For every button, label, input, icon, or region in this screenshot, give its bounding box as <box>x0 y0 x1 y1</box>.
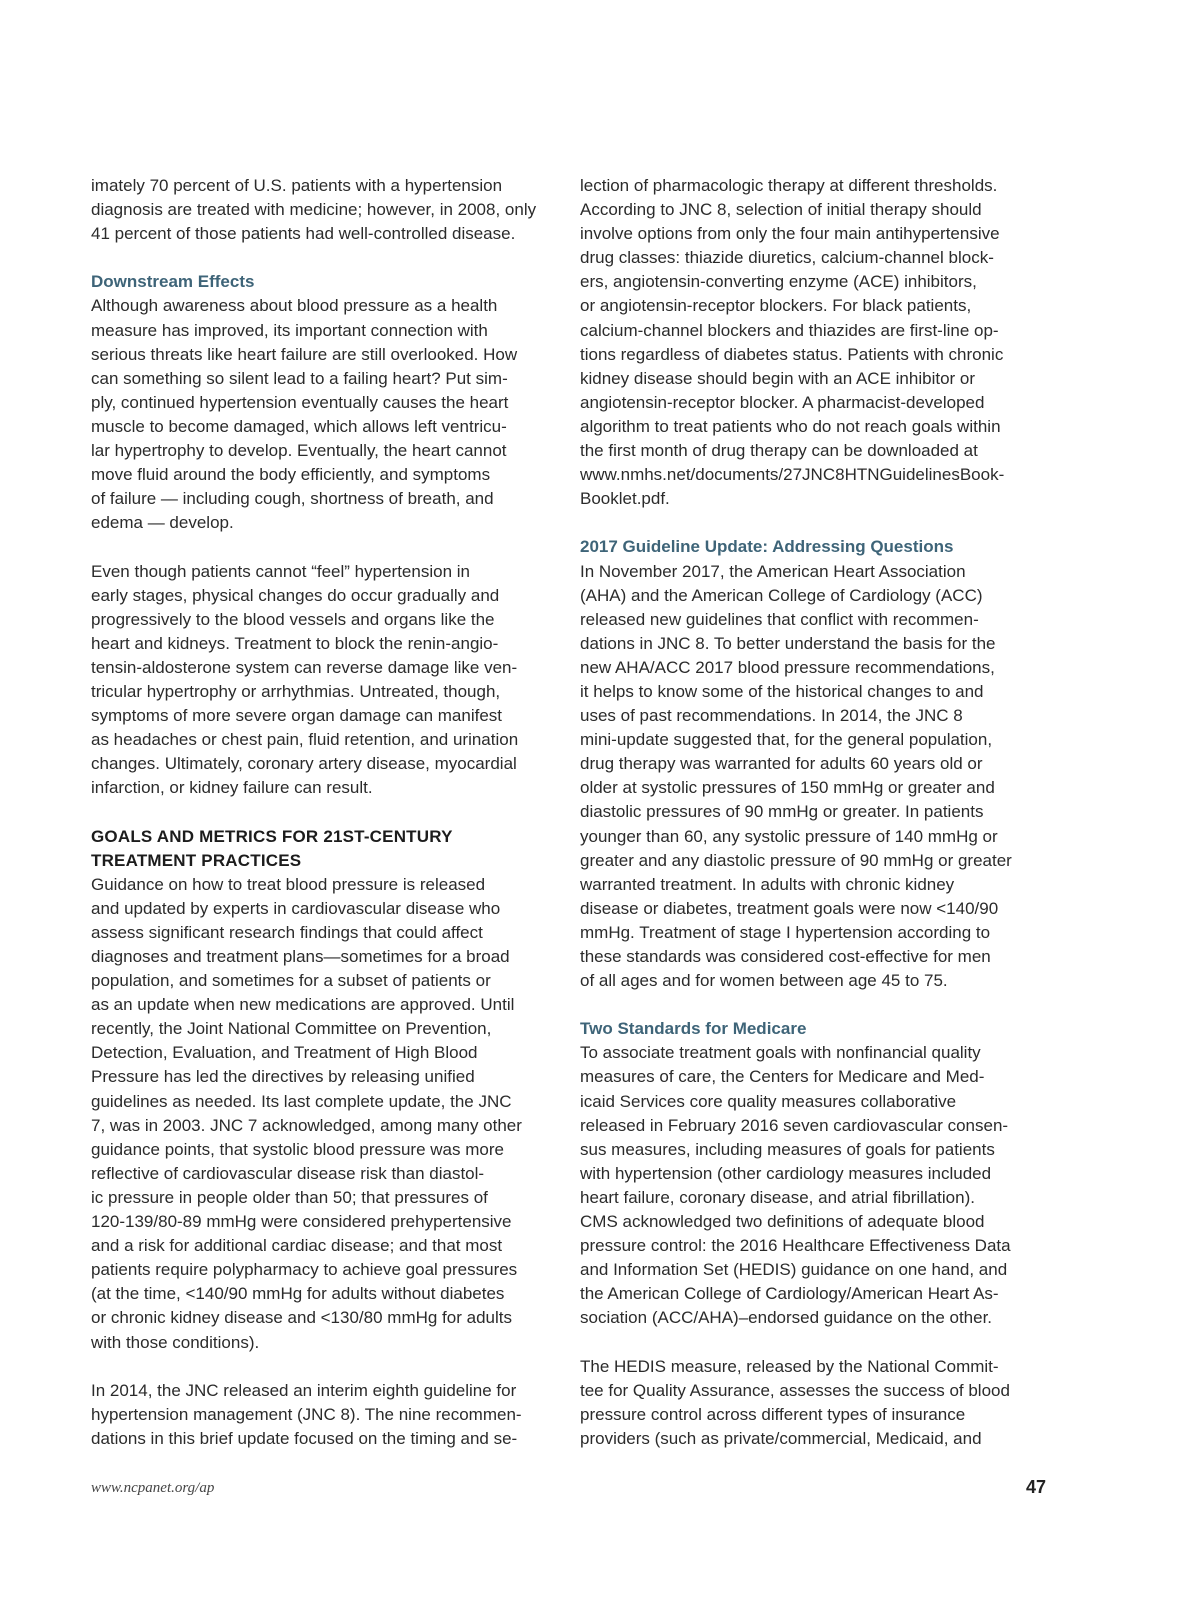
text-line: heart failure, coronary disease, and atrial fibrillation). <box>580 1187 975 1207</box>
text-line: lection of pharmacologic therapy at different thresholds. <box>580 176 998 195</box>
paragraph-feel <box>91 560 573 801</box>
heading-goals-and-metrics <box>91 825 573 873</box>
text-line: calcium-channel blockers and thiazides are first-line op- <box>580 320 999 340</box>
text-line: dations in JNC 8. To better understand the basis for the <box>580 633 996 653</box>
text-line: with hypertension (other cardiology measures included <box>580 1163 992 1183</box>
text-line: ic pressure in people older than 50; that pressures of <box>91 1187 488 1207</box>
text-line: of all ages and for women between age 45 to 75. <box>580 971 948 991</box>
text-line: infarction, or kidney failure can result. <box>91 778 373 798</box>
text-line: greater and any diastolic pressure of 90 mmHg or greater <box>580 850 1012 870</box>
text-line: new AHA/ACC 2017 blood pressure recommendations, <box>580 657 995 677</box>
right-column <box>580 174 1062 1451</box>
text-line: these standards was considered cost-effective for men <box>580 947 991 966</box>
text-line: tensin-aldosterone system can reverse damage like ven- <box>91 657 518 677</box>
text-line: the first month of drug therapy can be downloaded at <box>580 441 978 461</box>
text-line: released in February 2016 seven cardiovascular consen- <box>580 1115 1009 1135</box>
heading-2017-guideline-update: 2017 Guideline Update: Addressing Questions <box>580 537 954 557</box>
text-line: TREATMENT PRACTICES <box>91 850 302 870</box>
text-line: diagnosis are treated with medicine; however, in 2008, only <box>91 200 537 220</box>
text-line: ply, continued hypertension eventually causes the heart <box>91 392 509 412</box>
text-line: reflective of cardiovascular disease risk than diastol- <box>91 1163 485 1183</box>
text-line: warranted treatment. In adults with chronic kidney <box>580 874 955 894</box>
paragraph-selection <box>580 174 1062 511</box>
text-line: To associate treatment goals with nonfinancial quality <box>580 1043 981 1063</box>
text-line: sus measures, including measures of goals for patients <box>580 1139 995 1159</box>
text-line: as an update when new medications are approved. Until <box>91 995 515 1015</box>
text-line: kidney disease should begin with an ACE inhibitor or <box>580 368 976 388</box>
paragraph-update <box>580 560 1062 994</box>
page-number: 47 <box>1025 1477 1046 1497</box>
text-line: it helps to know some of the historical changes to and <box>580 681 984 701</box>
text-line: providers (such as private/commercial, Medicaid, and <box>580 1428 982 1448</box>
text-line: Guidance on how to treat blood pressure is released <box>91 874 486 894</box>
text-line: and a risk for additional cardiac disease; and that most <box>91 1236 503 1256</box>
text-line: algorithm to treat patients who do not reach goals within <box>580 416 1001 436</box>
paragraph-intro <box>91 174 573 246</box>
text-line: (AHA) and the American College of Cardiology (ACC) <box>580 585 983 605</box>
text-line: angiotensin-receptor blocker. A pharmacist-developed <box>580 392 985 412</box>
text-line: population, and sometimes for a subset of patients or <box>91 971 491 991</box>
text-line: can something so silent lead to a failing heart? Put sim- <box>91 368 508 388</box>
text-line: edema — develop. <box>91 513 234 533</box>
text-line: (at the time, <140/90 mmHg for adults without diabetes <box>91 1284 505 1304</box>
text-line: CMS acknowledged two definitions of adequate blood <box>580 1212 985 1232</box>
text-line: of failure — including cough, shortness of breath, and <box>91 489 494 509</box>
text-line: dations in this brief update focused on the timing and se- <box>91 1428 518 1448</box>
text-line: the American College of Cardiology/American Heart As- <box>580 1284 999 1304</box>
heading-two-standards-medicare: Two Standards for Medicare <box>580 1019 807 1039</box>
text-line: as headaches or chest pain, fluid retention, and urination <box>91 730 519 750</box>
text-line: 41 percent of those patients had well-controlled disease. <box>91 224 516 244</box>
text-line: disease or diabetes, treatment goals were now <140/90 <box>580 898 999 918</box>
text-line: lar hypertrophy to develop. Eventually, the heart cannot <box>91 441 507 461</box>
paragraph-hedis <box>580 1355 1062 1451</box>
text-line: serious threats like heart failure are still overlooked. How <box>91 344 518 364</box>
text-line: diastolic pressures of 90 mmHg or greater. In patients <box>580 802 984 822</box>
text-line: 120-139/80-89 mmHg were considered prehypertensive <box>91 1212 512 1232</box>
text-line: mmHg. Treatment of stage I hypertension according to <box>580 922 991 942</box>
text-line: In 2014, the JNC released an interim eighth guideline for <box>91 1380 517 1400</box>
text-line: www.nmhs.net/documents/27JNC8HTNGuidelinesBook- <box>580 465 1005 485</box>
paragraph-medicare <box>580 1041 1062 1330</box>
text-line: Even though patients cannot “feel” hypertension in <box>91 561 470 581</box>
text-line: sociation (ACC/AHA)–endorsed guidance on the other. <box>580 1308 993 1328</box>
text-line: hypertension management (JNC 8). The nine recommen- <box>91 1404 522 1424</box>
text-line: released new guidelines that conflict with recommen- <box>580 609 979 629</box>
text-line: recently, the Joint National Committee on Prevention, <box>91 1019 492 1039</box>
heading-downstream-effects: Downstream Effects <box>91 272 255 292</box>
text-line: measures of care, the Centers for Medicare and Med- <box>580 1067 985 1087</box>
text-line: Although awareness about blood pressure as a health <box>91 296 498 316</box>
text-line: In November 2017, the American Heart Association <box>580 561 966 581</box>
text-line: and updated by experts in cardiovascular disease who <box>91 898 501 918</box>
text-line: pressure control across different types of insurance <box>580 1404 966 1424</box>
text-line: The HEDIS measure, released by the National Commit- <box>580 1356 999 1376</box>
text-line: or chronic kidney disease and <130/80 mmHg for adults <box>91 1308 512 1328</box>
text-line: measure has improved, its important connection with <box>91 320 488 340</box>
text-line: younger than 60, any systolic pressure of 140 mmHg or <box>580 826 998 846</box>
text-line: muscle to become damaged, which allows left ventricu- <box>91 416 507 436</box>
text-line: According to JNC 8, selection of initial therapy should <box>580 200 982 220</box>
text-line: and Information Set (HEDIS) guidance on one hand, and <box>580 1260 1008 1280</box>
text-line: mini-update suggested that, for the general population, <box>580 730 993 750</box>
text-line: symptoms of more severe organ damage can manifest <box>91 706 503 726</box>
text-line: Pressure has led the directives by releasing unified <box>91 1067 475 1087</box>
text-line: uses of past recommendations. In 2014, the JNC 8 <box>580 706 963 726</box>
text-line: tricular hypertrophy or arrhythmias. Untreated, though, <box>91 681 501 701</box>
text-line: guidance points, that systolic blood pressure was more <box>91 1139 504 1159</box>
text-line: older at systolic pressures of 150 mmHg or greater and <box>580 778 995 798</box>
text-line: move fluid around the body efficiently, and symptoms <box>91 465 491 485</box>
text-line: involve options from only the four main antihypertensive <box>580 224 1000 244</box>
text-line: drug classes: thiazide diuretics, calcium-channel block- <box>580 248 994 268</box>
text-line: drug therapy was warranted for adults 60 years old or <box>580 754 983 774</box>
text-line: icaid Services core quality measures collaborative <box>580 1091 957 1111</box>
text-line: Booklet.pdf. <box>580 489 670 509</box>
paragraph-goals <box>91 873 573 1355</box>
text-line: pressure control: the 2016 Healthcare Effectiveness Data <box>580 1236 1011 1256</box>
paragraph-jnc8 <box>91 1379 573 1451</box>
text-line: 7, was in 2003. JNC 7 acknowledged, among many other <box>91 1115 522 1135</box>
text-line: GOALS AND METRICS FOR 21ST-CENTURY <box>91 826 453 846</box>
left-column <box>91 174 573 1451</box>
footer-url: www.ncpanet.org/ap <box>91 1480 215 1496</box>
text-line: tee for Quality Assurance, assesses the success of blood <box>580 1380 1010 1400</box>
text-line: diagnoses and treatment plans—sometimes for a broad <box>91 947 510 966</box>
paragraph-downstream <box>91 294 573 535</box>
text-line: guidelines as needed. Its last complete update, the JNC <box>91 1091 512 1111</box>
text-line: progressively to the blood vessels and organs like the <box>91 609 495 629</box>
text-line: imately 70 percent of U.S. patients with a hypertension <box>91 176 503 195</box>
text-line: ers, angiotensin-converting enzyme (ACE) inhibitors, <box>580 272 977 292</box>
text-line: with those conditions). <box>91 1332 260 1352</box>
text-line: Detection, Evaluation, and Treatment of High Blood <box>91 1043 478 1063</box>
text-line: heart and kidneys. Treatment to block the renin-angio- <box>91 633 499 653</box>
text-line: assess significant research findings that could affect <box>91 922 483 942</box>
text-line: changes. Ultimately, coronary artery disease, myocardial <box>91 754 517 774</box>
text-line: tions regardless of diabetes status. Patients with chronic <box>580 344 1004 364</box>
text-line: or angiotensin-receptor blockers. For black patients, <box>580 296 972 316</box>
text-line: early stages, physical changes do occur gradually and <box>91 585 500 605</box>
text-line: patients require polypharmacy to achieve goal pressures <box>91 1260 518 1280</box>
